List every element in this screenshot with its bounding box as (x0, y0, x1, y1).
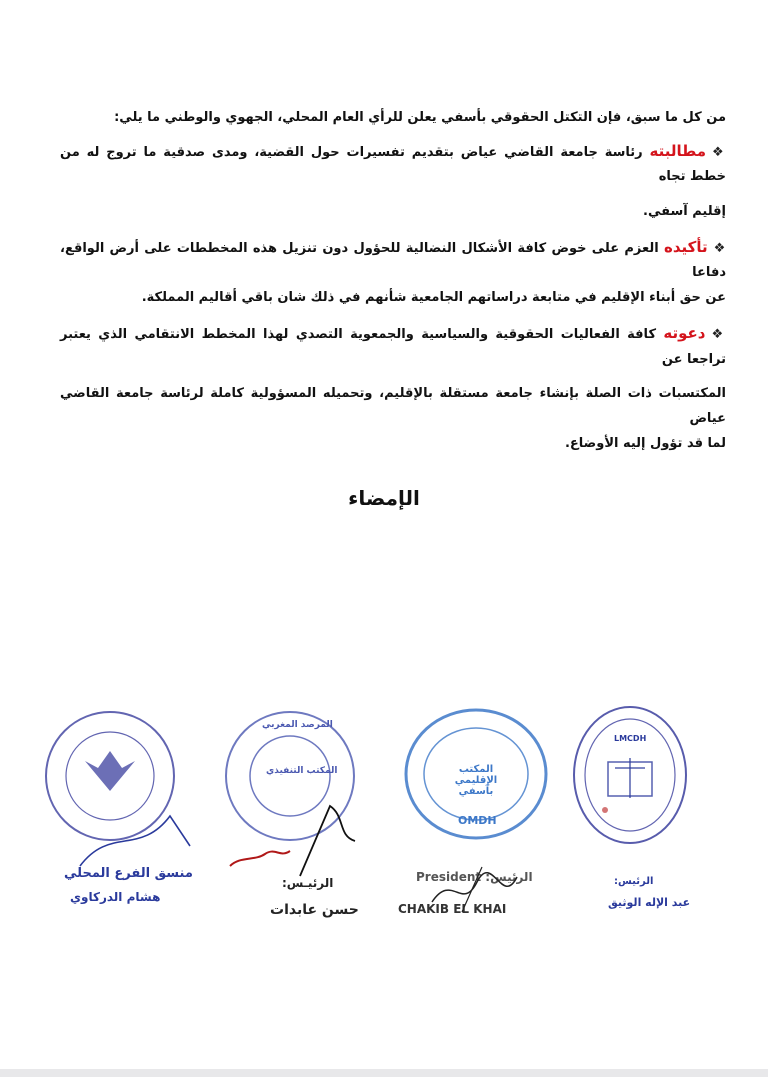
stamp-abbrev: OMDH (458, 814, 497, 827)
list-item-call (60, 319, 726, 456)
item-text-line: كافة الفعاليات الحقوقية والسياسية والجمعوية التصدي لهذا المخطط الانتقامي الذي يعتبر تراجعا عن (60, 326, 726, 367)
stamp-abbrev: المرصد المغربي (262, 720, 333, 730)
signature-scribble-icon (210, 796, 360, 886)
signature-title: الإمضاء (348, 486, 420, 510)
list-item-demand (60, 137, 726, 225)
stamp-local-branch (40, 706, 193, 904)
signatory-label: الرئيـس: (282, 876, 334, 890)
item-text-line: لما قد تؤول إليه الأوضاع. (564, 435, 726, 451)
list-item-confirmation (60, 233, 726, 311)
intro-paragraph: من كل ما سبق، فإن التكتل الحقوقي بأسفي يعلن للرأي العام المحلي، الجهوي والوطني ما يلي: (114, 110, 726, 125)
item-text-line: العزم على خوض كافة الأشكال النضالية للحؤول دون تنزيل هذه المخططات على أرض الواقع، دفاعا (60, 240, 726, 281)
stamp-seal-icon (570, 700, 690, 850)
signature-scribble-icon (422, 862, 532, 922)
bullet-icon: ❖ (713, 240, 727, 256)
signature-block (30, 680, 740, 930)
bullet-icon: ❖ (711, 326, 726, 342)
signatory-name: حسن عابدات (270, 902, 359, 918)
item-text-line: المكتسبات ذات الصلة بإنشاء جامعة مستقلة بالإقليم، وتحميله المسؤولية كاملة لرئاسة جامعة القاضي عياض (60, 386, 726, 426)
item-text-line: عن حق أبناء الإقليم في متابعة دراساتهم الجامعية شأنهم في ذلك شان باقي أقاليم المملكة. (141, 290, 726, 306)
stamp-inner-text: المكتب الإقليمي بآسفي (454, 764, 498, 797)
item-text-line: إقليم آسفي. (643, 204, 726, 220)
signatory-label: الرئيس: President (416, 870, 533, 884)
keyword-demand: مطالبته (649, 141, 707, 160)
stamp-omdh (398, 702, 550, 916)
keyword-confirmation: تأكيده (663, 237, 708, 256)
stamp-inner-text: المكتب التنفيذي (266, 766, 338, 776)
keyword-call: دعوته (663, 323, 706, 342)
page-bottom-bar (0, 1069, 768, 1077)
signatory-name: عبد الإله الوثيق (608, 896, 691, 909)
document-body (60, 106, 726, 464)
item-text-line: رئاسة جامعة القاضي عياض بتقديم تفسيرات حول القضية، ومدى صدقية ما تروج له من خطط تجاه (60, 144, 726, 185)
signatory-label: منسق الفرع المحلي (64, 866, 193, 881)
signatory-name: CHAKIB EL KHAI (398, 902, 507, 916)
bullet-icon: ❖ (712, 144, 727, 160)
stamp-lmcdh (570, 700, 691, 909)
stamp-observatory (220, 706, 360, 918)
signatory-name: هشام الدركاوي (70, 890, 161, 904)
stamp-abbrev: LMCDH (614, 734, 647, 743)
signatory-label: الرئيس: (614, 876, 654, 887)
